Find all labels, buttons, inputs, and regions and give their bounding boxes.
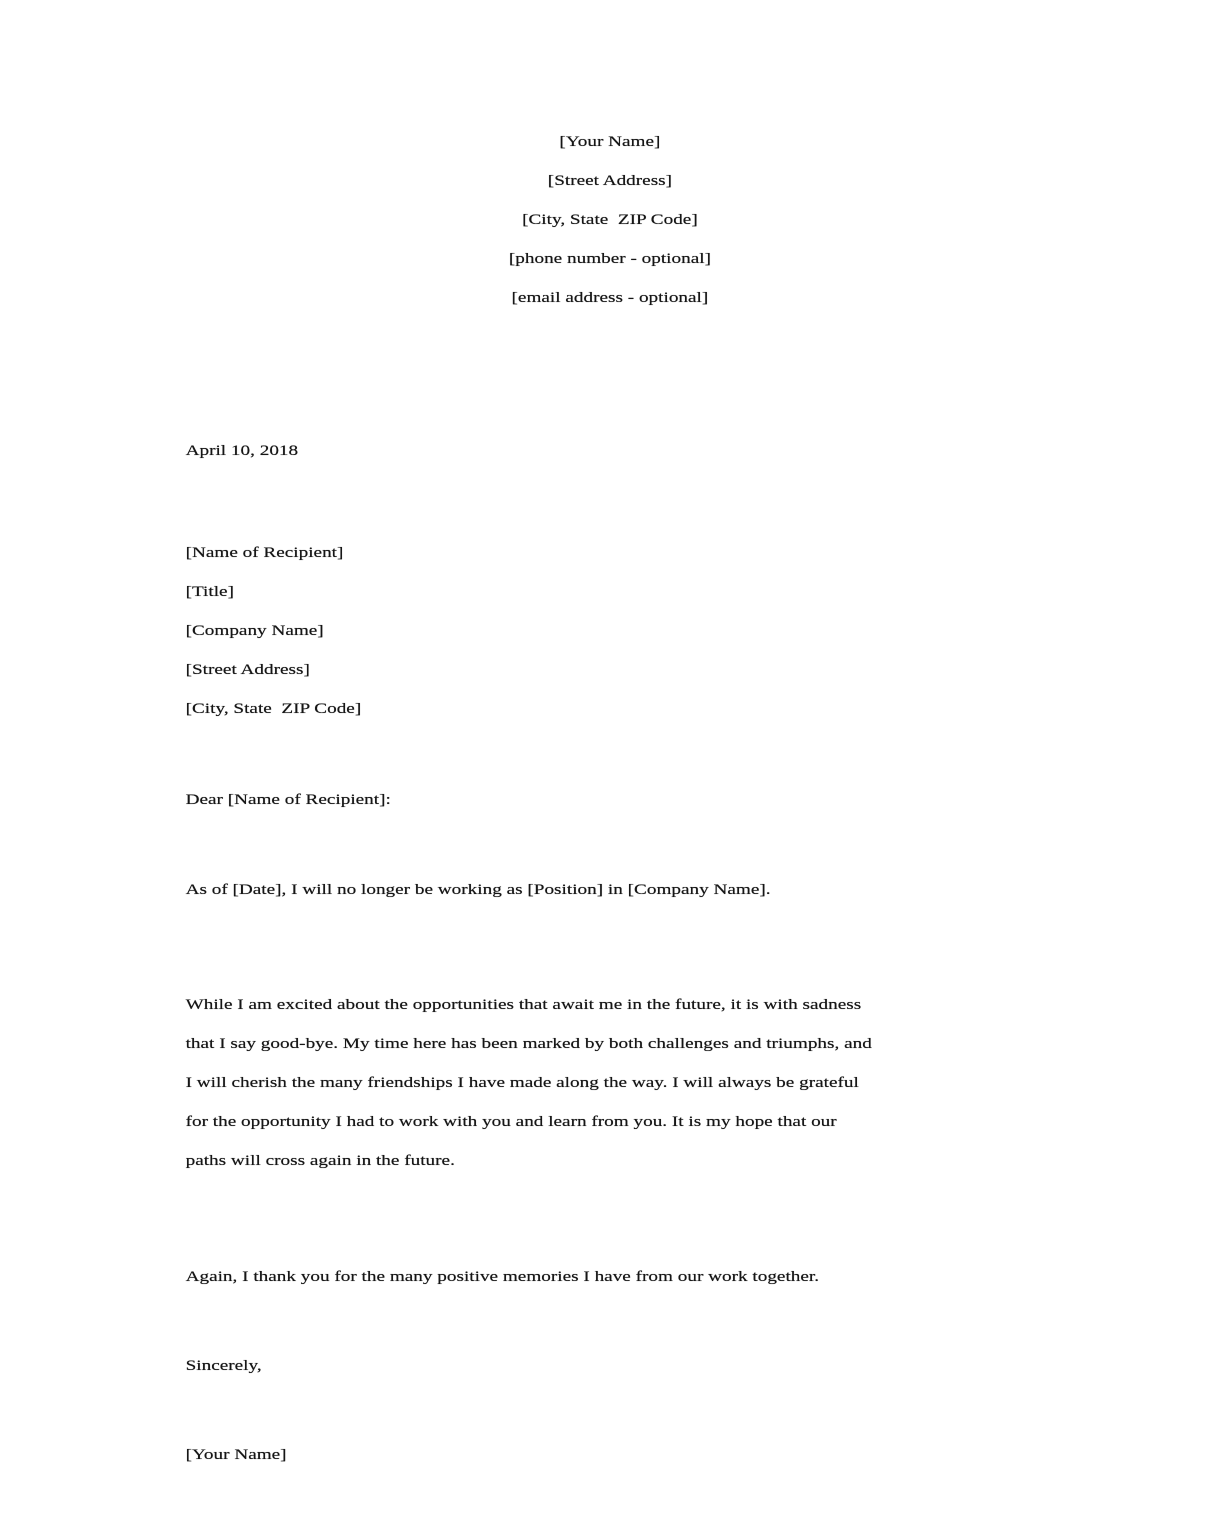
sender-city-line: [City, State ZIP Code] [522,212,698,228]
closing-signoff: Sincerely, [185,1358,262,1374]
paragraph-line: that I say good-bye. My time here has been marked by both challenges and triumphs, and [185,1036,872,1052]
paragraph-line: paths will cross again in the future. [185,1153,455,1169]
sender-email-line: [email address - optional] [511,290,709,306]
recipient-title-line: [Title] [185,584,234,600]
recipient-street-line: [Street Address] [185,662,310,678]
paragraph-line: Again, I thank you for the many positive memories I have from our work together. [185,1269,820,1285]
letter-body-column [186,370,1220,1501]
paragraph-line: I will cherish the many friendships I have made along the way. I will always be grateful [185,1075,859,1091]
sender-address-block [0,110,1220,331]
letter-date: April 10, 2018 [185,443,299,459]
recipient-name-line: [Name of Recipient] [185,545,344,561]
main-paragraph [186,973,1220,1194]
recipient-address-block [186,521,1220,742]
paragraph-line: While I am excited about the opportunities that await me in the future, it is with sadness [185,997,862,1013]
recipient-company-line: [Company Name] [185,623,324,639]
recipient-city-line: [City, State ZIP Code] [185,701,362,717]
sender-phone-line: [phone number - optional] [508,251,711,267]
thanks-paragraph [186,1245,1220,1310]
sender-name-line: [Your Name] [559,134,661,150]
opening-paragraph [186,858,1220,923]
paragraph-line: As of [Date], I will no longer be working as [Position] in [Company Name]. [185,882,771,898]
sender-street-line: [Street Address] [547,173,673,189]
paragraph-line: for the opportunity I had to work with you and learn from you. It is my hope that our [185,1114,837,1130]
signature-name: [Your Name] [185,1447,287,1463]
salutation: Dear [Name of Recipient]: [185,792,391,808]
